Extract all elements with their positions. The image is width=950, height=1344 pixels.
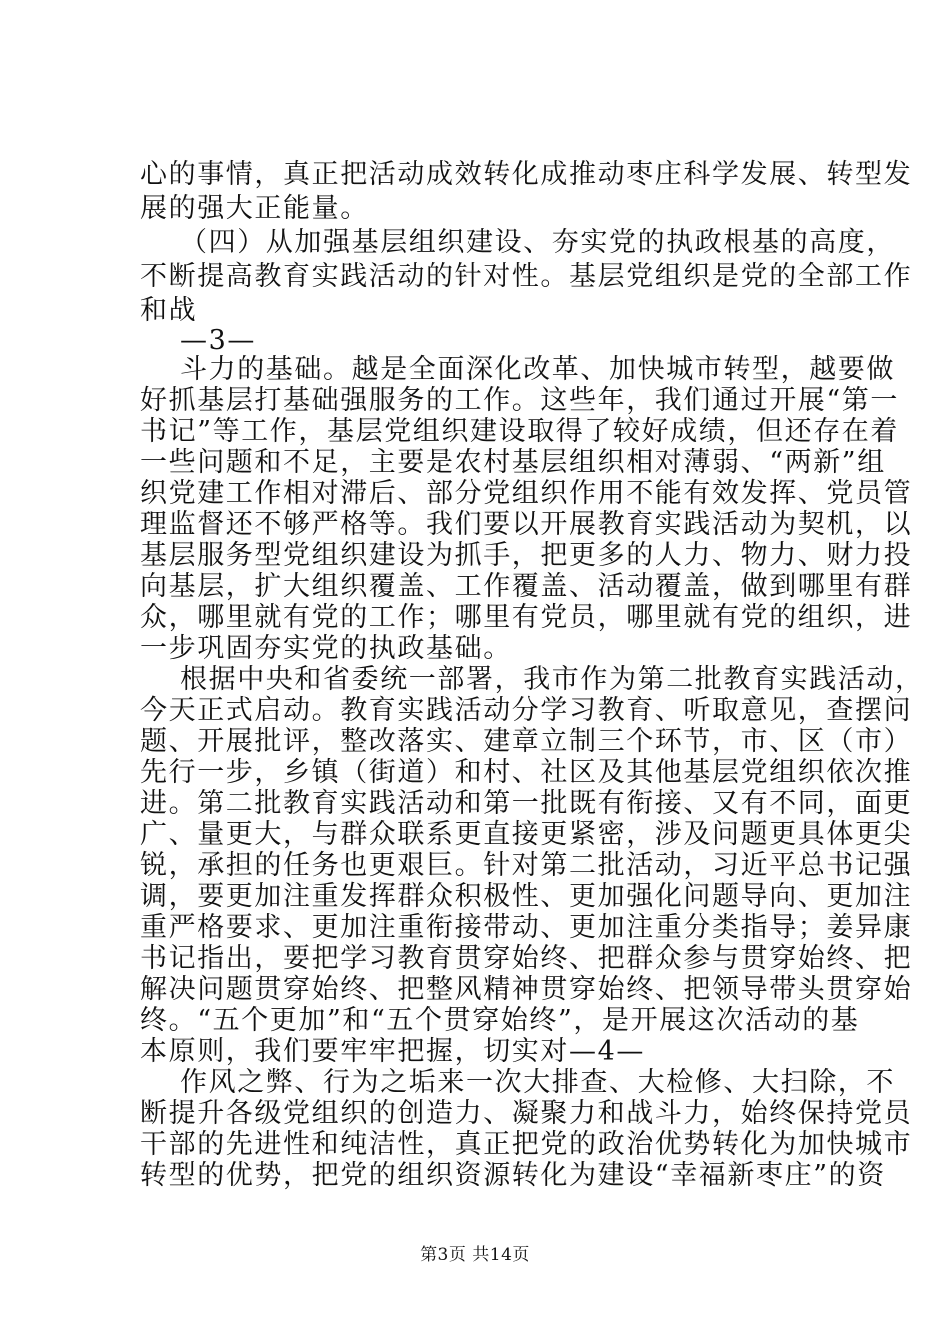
text-line: 斗力的基础。越是全面深化改革、加快城市转型，越要做 — [180, 354, 895, 385]
text-line: （四）从加强基层组织建设、夯实党的执政根基的高度， — [180, 227, 895, 258]
document-text-main — [140, 354, 924, 1191]
text-line: 心的事情，真正把活动成效转化成推动枣庄科学发展、转型发 — [140, 159, 913, 190]
text-line: 解决问题贯穿始终、把整风精神贯穿始终、把领导带头贯穿始 — [140, 974, 913, 1005]
text-line: 不断提高教育实践活动的针对性。基层党组织是党的全部工作 — [140, 261, 913, 292]
page-marker: —3— — [180, 325, 256, 356]
text-line: 和战 — [140, 295, 198, 326]
text-line: 基层服务型党组织建设为抓手，把更多的人力、物力、财力投 — [140, 540, 913, 571]
text-line: 广、量更大，与群众联系更直接更紧密，涉及问题更具体更尖 — [140, 819, 913, 850]
text-line: 书记”等工作，基层党组织建设取得了较好成绩，但还存在着 — [140, 416, 900, 447]
text-line: 重严格要求、更加注重衔接带动、更加注重分类指导；姜异康 — [140, 912, 913, 943]
text-line: 题、开展批评，整改落实、建章立制三个环节，市、区（市） — [140, 726, 913, 757]
text-line: 作风之弊、行为之垢来一次大排查、大检修、大扫除，不 — [180, 1067, 895, 1098]
text-line: 一些问题和不足，主要是农村基层组织相对薄弱、“两新”组 — [140, 447, 886, 478]
text-line: 锐，承担的任务也更艰巨。针对第二批活动，习近平总书记强 — [140, 850, 913, 881]
text-line: 断提升各级党组织的创造力、凝聚力和战斗力，始终保持党员 — [140, 1098, 913, 1129]
text-line: 终。“五个更加”和“五个贯穿始终”，是开展这次活动的基 — [140, 1005, 860, 1036]
text-line: 织党建工作相对滞后、部分党组织作用不能有效发挥、党员管 — [140, 478, 913, 509]
text-line: 今天正式启动。教育实践活动分学习教育、听取意见，查摆问 — [140, 695, 913, 726]
text-line: 好抓基层打基础强服务的工作。这些年，我们通过开展“第一 — [140, 385, 900, 416]
text-line: 展的强大正能量。 — [140, 193, 369, 224]
text-line: 先行一步，乡镇（街道）和村、社区及其他基层党组织依次推 — [140, 757, 913, 788]
text-line: 干部的先进性和纯洁性，真正把党的政治优势转化为加快城市 — [140, 1129, 913, 1160]
text-line: 调，要更加注重发挥群众积极性、更加强化问题导向、更加注 — [140, 881, 913, 912]
text-line: 一步巩固夯实党的执政基础。 — [140, 633, 512, 664]
document-body — [140, 158, 924, 1191]
document-text-top — [140, 158, 913, 328]
text-line: 众，哪里就有党的工作；哪里有党员，哪里就有党的组织，进 — [140, 602, 913, 633]
text-line: 书记指出，要把学习教育贯穿始终、把群众参与贯穿始终、把 — [140, 943, 913, 974]
text-line: 根据中央和省委统一部署，我市作为第二批教育实践活动， — [180, 664, 924, 695]
text-line: 进。第二批教育实践活动和第一批既有衔接、又有不同，面更 — [140, 788, 913, 819]
text-line: 转型的优势，把党的组织资源转化为建设“幸福新枣庄”的资 — [140, 1160, 886, 1191]
page-footer: 第3页 共14页 — [420, 1245, 530, 1265]
text-line: 理监督还不够严格等。我们要以开展教育实践活动为契机，以 — [140, 509, 913, 540]
text-line: 向基层，扩大组织覆盖、工作覆盖、活动覆盖，做到哪里有群 — [140, 571, 913, 602]
text-line: 本原则，我们要牢牢把握，切实对—4— — [140, 1036, 645, 1067]
